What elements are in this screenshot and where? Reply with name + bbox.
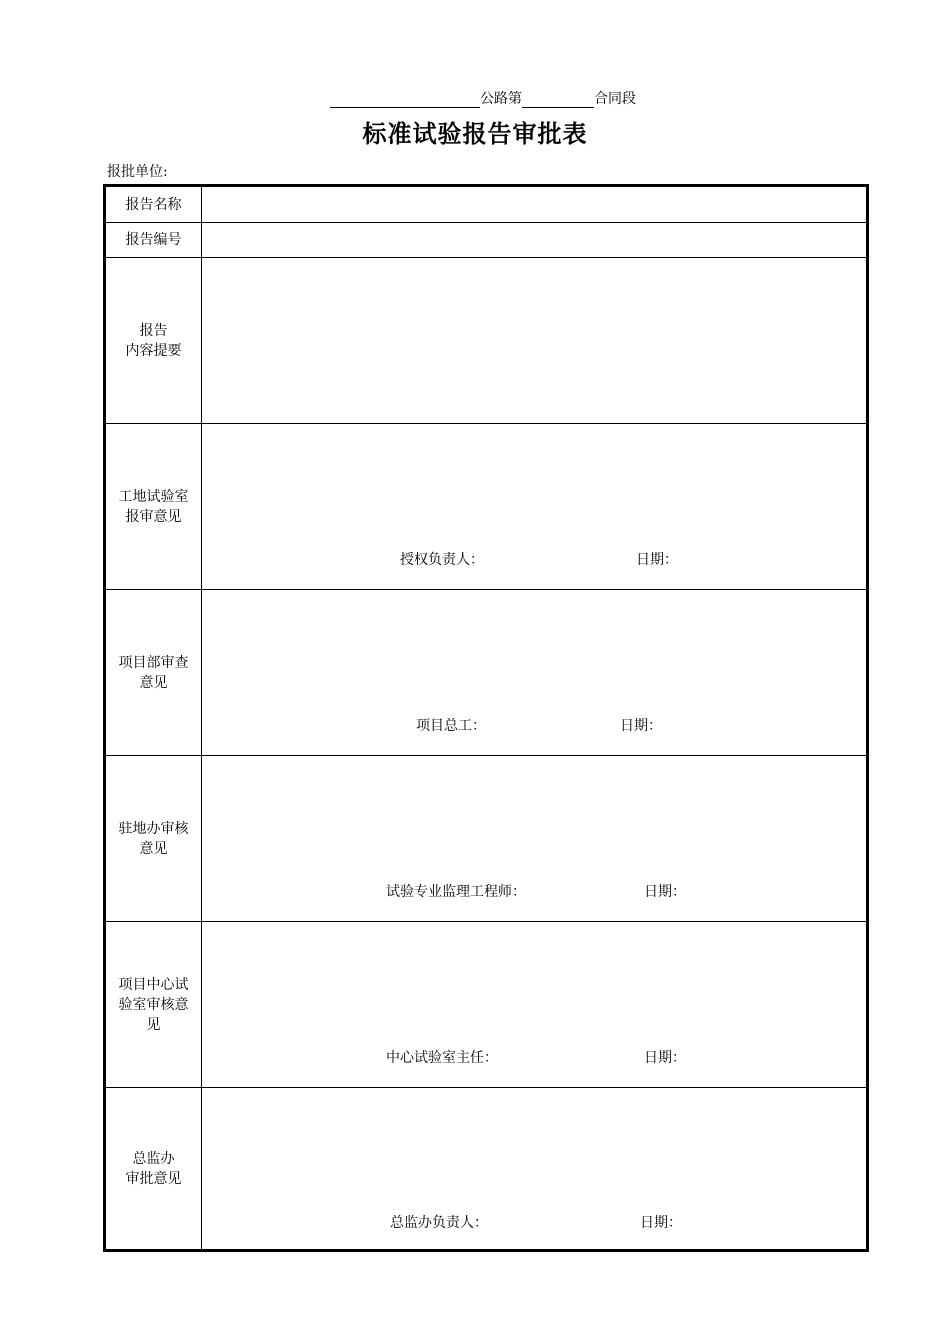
row-chief-office <box>106 1088 866 1249</box>
central-lab-date: 日期： <box>644 1050 686 1066</box>
unit-label: 报批单位: <box>107 164 168 180</box>
resident-office-date: 日期： <box>644 884 686 900</box>
site-lab-label <box>106 424 202 589</box>
chief-office-signer: 总监办负责人： <box>390 1215 488 1231</box>
summary-field[interactable] <box>202 258 866 423</box>
road-name-blank[interactable] <box>330 92 480 108</box>
resident-office-label-line1: 驻地办审核 <box>118 820 189 837</box>
project-dept-label-line2: 意见 <box>139 674 168 691</box>
row-summary <box>106 258 866 424</box>
central-lab-opinion-field[interactable] <box>202 922 866 1087</box>
central-lab-label-line3: 见 <box>146 1016 161 1033</box>
row-report-name <box>106 187 866 223</box>
road-suffix: 公路第 <box>480 91 522 107</box>
site-lab-label-line1: 工地试验室 <box>118 488 189 505</box>
approval-form-table <box>103 184 869 1252</box>
report-name-field[interactable] <box>202 187 866 222</box>
chief-office-label-line2: 审批意见 <box>125 1170 182 1187</box>
report-name-label-text: 报告名称 <box>125 196 182 213</box>
resident-office-signer: 试验专业监理工程师： <box>386 884 526 900</box>
site-lab-date: 日期： <box>636 552 678 568</box>
report-number-label-text: 报告编号 <box>125 232 182 248</box>
row-report-number <box>106 223 866 258</box>
summary-label <box>106 258 202 423</box>
report-number-field[interactable] <box>202 223 866 257</box>
site-lab-opinion-field[interactable] <box>202 424 866 589</box>
central-lab-signer: 中心试验室主任： <box>386 1050 498 1066</box>
site-lab-signer: 授权负责人： <box>400 552 484 568</box>
row-project-dept <box>106 590 866 756</box>
project-dept-date: 日期： <box>620 718 662 734</box>
resident-office-opinion-field[interactable] <box>202 756 866 921</box>
summary-label-line2: 内容提要 <box>125 342 182 359</box>
central-lab-label <box>106 922 202 1087</box>
row-site-lab <box>106 424 866 590</box>
project-dept-signer: 项目总工： <box>416 718 486 734</box>
resident-office-label-line2: 意见 <box>139 840 168 857</box>
contract-suffix: 合同段 <box>594 91 636 107</box>
chief-office-label-line1: 总监办 <box>132 1150 175 1167</box>
resident-office-label <box>106 756 202 921</box>
chief-office-date: 日期： <box>640 1215 682 1231</box>
contract-number-blank[interactable] <box>522 92 594 108</box>
chief-office-label <box>106 1088 202 1249</box>
chief-office-opinion-field[interactable] <box>202 1088 866 1249</box>
contract-header <box>330 88 636 108</box>
central-lab-label-line2: 验室审核意 <box>118 996 189 1013</box>
project-dept-opinion-field[interactable] <box>202 590 866 755</box>
site-lab-label-line2: 报审意见 <box>125 508 182 525</box>
report-name-label <box>106 187 202 222</box>
central-lab-label-line1: 项目中心试 <box>118 976 189 993</box>
row-central-lab <box>106 922 866 1088</box>
page-title: 标准试验报告审批表 <box>362 119 588 148</box>
project-dept-label-line1: 项目部审查 <box>118 654 189 671</box>
summary-label-line1: 报告 <box>139 322 168 339</box>
report-number-label <box>106 223 202 257</box>
row-resident-office <box>106 756 866 922</box>
project-dept-label <box>106 590 202 755</box>
